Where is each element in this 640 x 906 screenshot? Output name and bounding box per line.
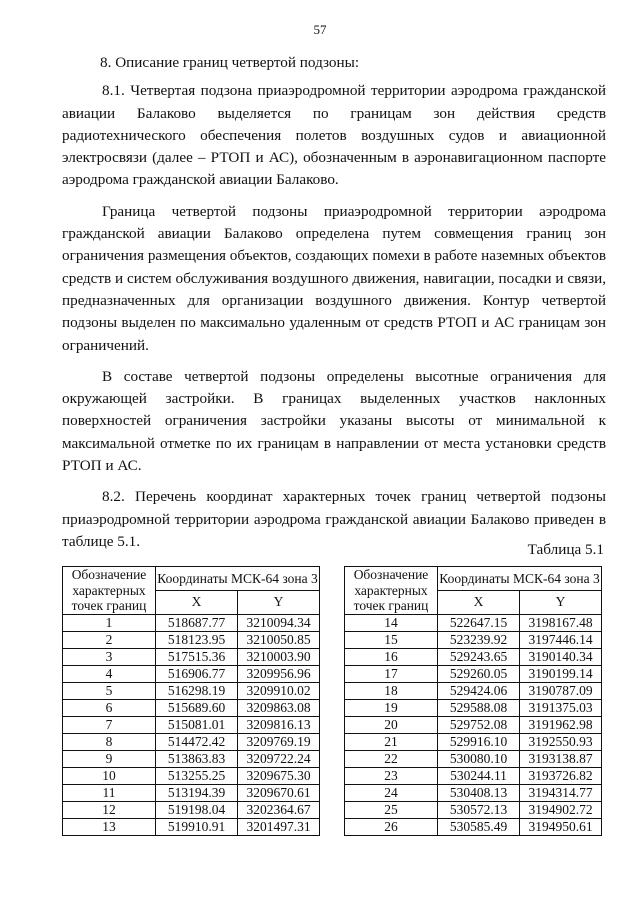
point-number: 3	[63, 648, 156, 665]
coord-x: 519198.04	[156, 801, 238, 818]
body-text	[62, 52, 606, 562]
section-heading: 8. Описание границ четвертой подзоны:	[100, 54, 360, 71]
table-row	[63, 699, 320, 716]
point-number: 7	[63, 716, 156, 733]
point-number: 2	[63, 631, 156, 648]
coordinates-table-right	[344, 566, 602, 836]
point-number: 19	[345, 699, 438, 716]
coord-y: 3209863.08	[238, 699, 320, 716]
point-number: 24	[345, 784, 438, 801]
table-row	[345, 733, 602, 750]
coord-x: 513255.25	[156, 767, 238, 784]
header-x: X	[438, 590, 520, 614]
coord-x: 522647.15	[438, 614, 520, 631]
table-row	[63, 648, 320, 665]
table-row	[63, 665, 320, 682]
header-x: X	[156, 590, 238, 614]
header-coords: Координаты МСК-64 зона 3	[156, 567, 320, 591]
coord-y: 3209910.02	[238, 682, 320, 699]
table-row	[345, 682, 602, 699]
point-number: 11	[63, 784, 156, 801]
coord-y: 3209769.19	[238, 733, 320, 750]
table-caption: Таблица 5.1	[527, 541, 604, 558]
coord-y: 3192550.93	[520, 733, 602, 750]
table-body-right	[345, 614, 602, 835]
point-number: 10	[63, 767, 156, 784]
point-number: 15	[345, 631, 438, 648]
point-number: 1	[63, 614, 156, 631]
table-row	[63, 784, 320, 801]
coord-x: 517515.36	[156, 648, 238, 665]
point-number: 6	[63, 699, 156, 716]
point-number: 23	[345, 767, 438, 784]
table-row	[63, 818, 320, 835]
coord-y: 3194950.61	[520, 818, 602, 835]
table-row	[345, 648, 602, 665]
table-row	[63, 801, 320, 818]
point-number: 18	[345, 682, 438, 699]
coord-x: 514472.42	[156, 733, 238, 750]
table-row	[345, 665, 602, 682]
point-number: 12	[63, 801, 156, 818]
table-row	[63, 767, 320, 784]
coord-x: 516906.77	[156, 665, 238, 682]
coord-x: 530572.13	[438, 801, 520, 818]
header-point: Обозначение характерных точек границ	[345, 567, 438, 615]
table-row	[345, 631, 602, 648]
coord-x: 515689.60	[156, 699, 238, 716]
coord-y: 3193138.87	[520, 750, 602, 767]
point-number: 5	[63, 682, 156, 699]
coord-x: 516298.19	[156, 682, 238, 699]
point-number: 25	[345, 801, 438, 818]
paragraph-height-limits: В составе четвертой подзоны определены высотные ограничения для окружающей застройки. В границах выделенных участков наклонных поверхностей ограничения застройки указаны высоты от минимальной к максимальной отметке по их границам в направлении от места установки средств РТОП и АС.	[62, 367, 606, 475]
table-row	[345, 801, 602, 818]
point-number: 21	[345, 733, 438, 750]
table-row	[63, 631, 320, 648]
table-row	[63, 614, 320, 631]
table-row	[345, 818, 602, 835]
coord-y: 3209670.61	[238, 784, 320, 801]
coord-y: 3209956.96	[238, 665, 320, 682]
coord-x: 523239.92	[438, 631, 520, 648]
point-number: 8	[63, 733, 156, 750]
table-row	[345, 750, 602, 767]
point-number: 22	[345, 750, 438, 767]
coord-x: 530244.11	[438, 767, 520, 784]
table-row	[63, 716, 320, 733]
paragraph-8-2: 8.2. Перечень координат характерных точек границ четвертой подзоны приаэродромной территории аэродрома гражданской авиации Балаково приведен в таблице 5.1.	[62, 488, 606, 550]
coord-x: 529243.65	[438, 648, 520, 665]
coord-y: 3201497.31	[238, 818, 320, 835]
coord-y: 3191962.98	[520, 716, 602, 733]
point-number: 17	[345, 665, 438, 682]
table-row	[63, 682, 320, 699]
table-row	[345, 784, 602, 801]
coord-x: 529588.08	[438, 699, 520, 716]
coord-x: 515081.01	[156, 716, 238, 733]
table-body-left	[63, 614, 320, 835]
coord-x: 518123.95	[156, 631, 238, 648]
coord-y: 3190787.09	[520, 682, 602, 699]
point-number: 14	[345, 614, 438, 631]
header-y: Y	[238, 590, 320, 614]
coord-y: 3198167.48	[520, 614, 602, 631]
coord-y: 3194314.77	[520, 784, 602, 801]
point-number: 16	[345, 648, 438, 665]
coord-y: 3209675.30	[238, 767, 320, 784]
coord-y: 3197446.14	[520, 631, 602, 648]
point-number: 4	[63, 665, 156, 682]
coord-x: 530080.10	[438, 750, 520, 767]
table-row	[345, 767, 602, 784]
coord-x: 529424.06	[438, 682, 520, 699]
table-row	[345, 699, 602, 716]
coord-y: 3193726.82	[520, 767, 602, 784]
coord-y: 3209722.24	[238, 750, 320, 767]
coord-x: 519910.91	[156, 818, 238, 835]
coord-x: 513194.39	[156, 784, 238, 801]
table-row	[345, 614, 602, 631]
coord-y: 3210003.90	[238, 648, 320, 665]
coord-x: 529916.10	[438, 733, 520, 750]
table-row	[345, 716, 602, 733]
header-point: Обозначение характерных точек границ	[63, 567, 156, 615]
header-coords: Координаты МСК-64 зона 3	[438, 567, 602, 591]
paragraph-8-1: 8.1. Четвертая подзона приаэродромной территории аэродрома гражданской авиации Балаково выделяется по границам зон действия средств радиотехнического обеспечения полетов воздушных судов и авиационной электросвязи (далее – РТОП и АС), обозначенным в аэронавигационном паспорте аэродрома гражданской авиации Балаково.	[62, 82, 606, 189]
point-number: 26	[345, 818, 438, 835]
coord-y: 3191375.03	[520, 699, 602, 716]
coord-x: 529752.08	[438, 716, 520, 733]
coordinates-table-left	[62, 566, 320, 836]
table-row	[63, 750, 320, 767]
page-number: 57	[313, 22, 327, 37]
coord-x: 518687.77	[156, 614, 238, 631]
coord-y: 3194902.72	[520, 801, 602, 818]
point-number: 20	[345, 716, 438, 733]
header-y: Y	[520, 590, 602, 614]
point-number: 13	[63, 818, 156, 835]
table-row	[63, 733, 320, 750]
point-number: 9	[63, 750, 156, 767]
coord-y: 3202364.67	[238, 801, 320, 818]
coord-y: 3210094.34	[238, 614, 320, 631]
coord-y: 3210050.85	[238, 631, 320, 648]
coord-x: 513863.83	[156, 750, 238, 767]
coord-x: 530585.49	[438, 818, 520, 835]
coord-y: 3190199.14	[520, 665, 602, 682]
coord-y: 3190140.34	[520, 648, 602, 665]
coord-x: 530408.13	[438, 784, 520, 801]
paragraph-boundary: Граница четвертой подзоны приаэродромной территории аэродрома гражданской авиации Балаково определена путем совмещения границ зон ограничения размещения объектов, создающих помехи в работе наземных объектов средств и систем обслуживания воздушного движения, навигации, посадки и связи, предназначенных для организации воздушного движения. Контур четвертой подзоны выделен по максимально удаленным от средств РТОП и АС границам зон ограничений.	[62, 202, 606, 354]
coord-y: 3209816.13	[238, 716, 320, 733]
coord-x: 529260.05	[438, 665, 520, 682]
